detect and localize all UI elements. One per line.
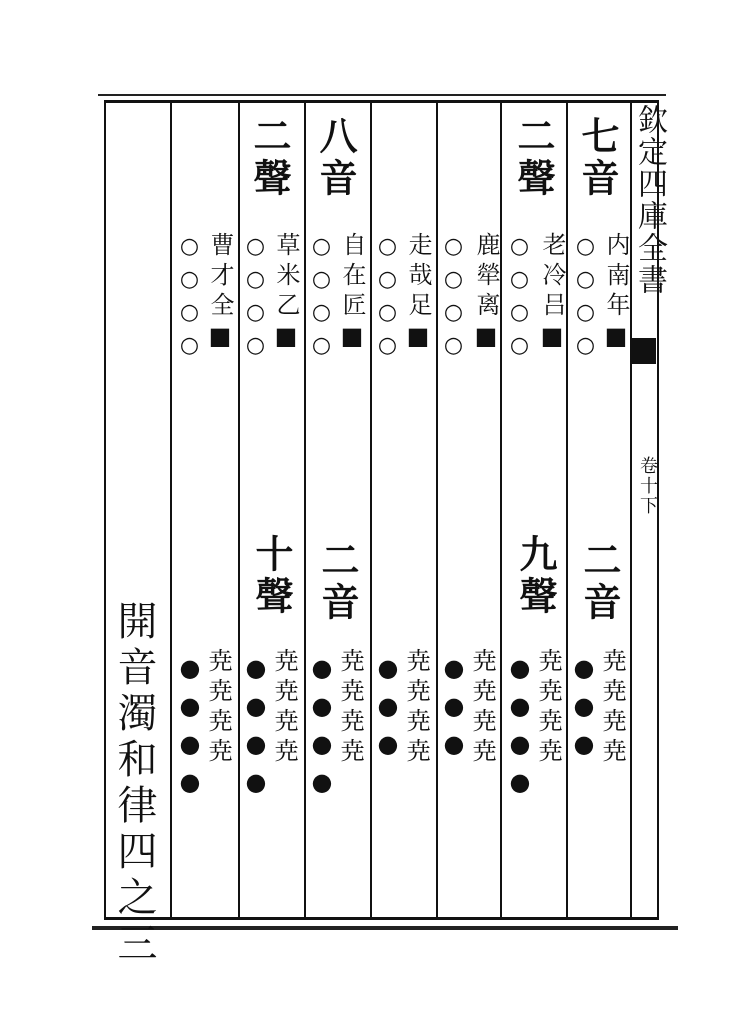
col2-lower-marks: ●●●● xyxy=(506,654,534,806)
col7-upper-marks: ○○○○ xyxy=(177,234,202,366)
col-divider xyxy=(238,100,240,920)
col3-upper-chars: 鹿犖离■ xyxy=(472,232,500,356)
col-divider xyxy=(500,100,502,920)
col-divider xyxy=(436,100,438,920)
col6-lower-glyphs: 尭尭尭尭 xyxy=(270,648,298,768)
col3-upper-marks: ○○○○ xyxy=(441,234,466,366)
col3-lower-glyphs: 尭尭尭尭 xyxy=(468,648,496,768)
col4-upper-chars: 走哉足■ xyxy=(404,232,432,356)
col-divider xyxy=(170,100,172,920)
col7-lower-marks: ●●●● xyxy=(176,654,204,806)
col5-upper-marks: ○○○○ xyxy=(309,234,334,366)
col4-lower-glyphs: 尭尭尭尭 xyxy=(402,648,430,768)
outer-rule-top xyxy=(98,94,666,96)
col1-lower-heading: 二音 xyxy=(577,540,622,624)
col3-lower-marks: ●●● xyxy=(440,654,468,768)
col1-upper-marks: ○○○○ xyxy=(573,234,598,366)
col-divider xyxy=(370,100,372,920)
col6-upper-chars: 草米乙■ xyxy=(272,232,300,356)
col6-upper-marks: ○○○○ xyxy=(243,234,268,366)
col7-lower-glyphs: 尭尭尭尭 xyxy=(204,648,232,768)
col2-lower-glyphs: 尭尭尭尭 xyxy=(534,648,562,768)
col2-upper-chars: 老冷吕■ xyxy=(538,232,566,356)
col6-lower-heading: 十聲 xyxy=(249,534,294,618)
volume-label: 卷十下 xyxy=(637,456,658,516)
col6-lower-marks: ●●●● xyxy=(242,654,270,806)
col7-upper-chars: 曹才全■ xyxy=(206,232,234,356)
col6-upper-heading: 二聲 xyxy=(247,116,292,200)
col5-lower-glyphs: 尭尭尭尭 xyxy=(336,648,364,768)
footer-title: 開音濁和律四之三 xyxy=(111,600,157,968)
col1-upper-chars: 内南年■ xyxy=(602,232,630,356)
fish-tail-mark xyxy=(630,338,656,364)
col4-lower-marks: ●●● xyxy=(374,654,402,768)
col5-upper-heading: 八音 xyxy=(313,116,358,200)
col1-lower-glyphs: 尭尭尭尭 xyxy=(598,648,626,768)
col1-upper-heading: 七音 xyxy=(575,116,620,200)
col5-lower-heading: 二音 xyxy=(315,540,360,624)
col1-lower-marks: ●●● xyxy=(570,654,598,768)
col5-lower-marks: ●●●● xyxy=(308,654,336,806)
col2-upper-heading: 二聲 xyxy=(511,116,556,200)
col2-lower-heading: 九聲 xyxy=(513,534,558,618)
col2-upper-marks: ○○○○ xyxy=(507,234,532,366)
col5-upper-chars: 自在匠■ xyxy=(338,232,366,356)
book-title: 欽定四庫全書 xyxy=(632,104,667,296)
col-divider xyxy=(566,100,568,920)
outer-rule-bottom xyxy=(92,926,678,930)
col4-upper-marks: ○○○○ xyxy=(375,234,400,366)
col-divider xyxy=(304,100,306,920)
